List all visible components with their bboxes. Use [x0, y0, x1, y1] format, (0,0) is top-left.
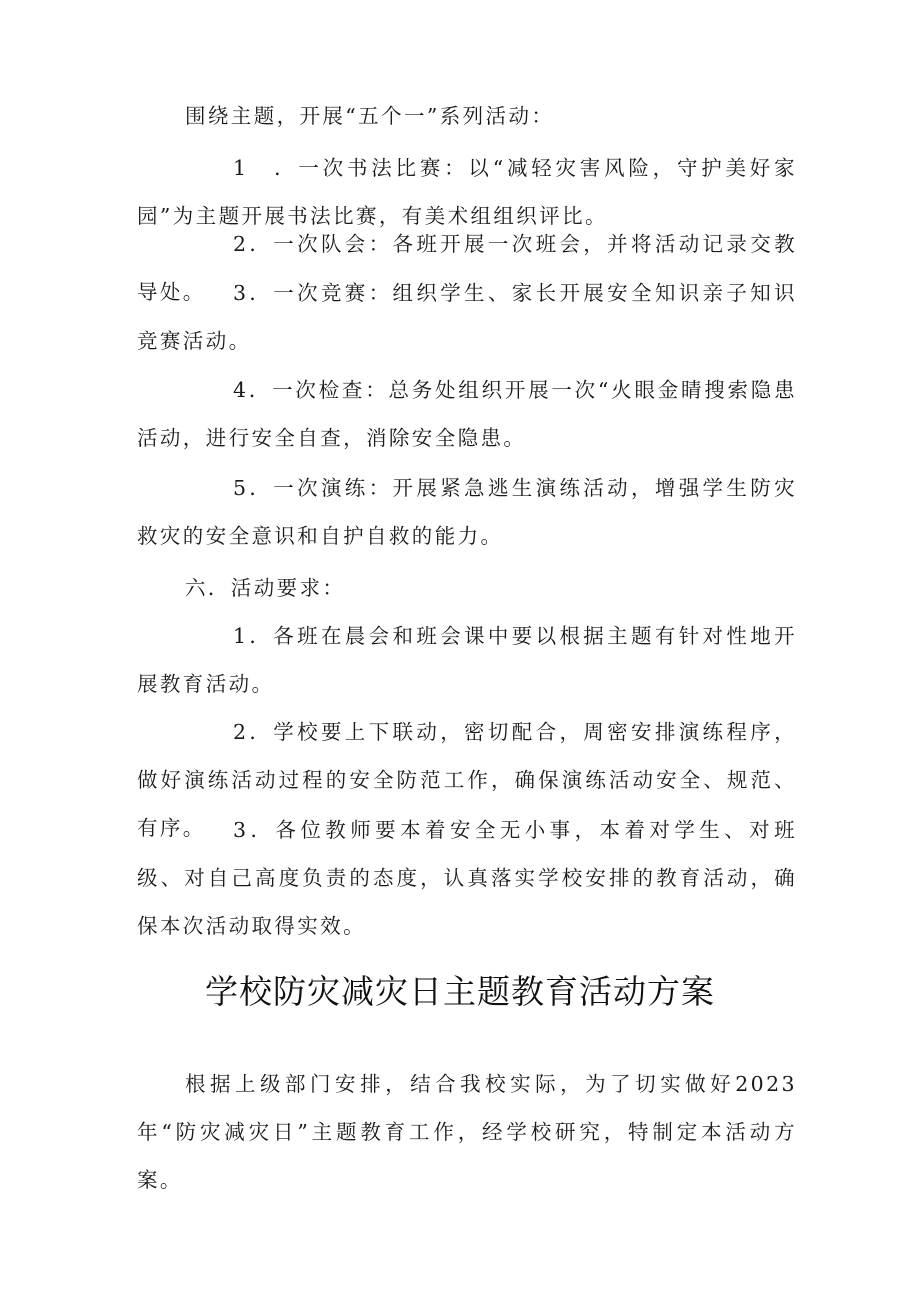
- requirement-item-3: [137, 806, 797, 950]
- activity-text: ．一次检查：总务处组织开展一次“火眼金睛搜索隐患活动，进行安全自查，消除安全隐患。: [137, 378, 797, 450]
- activity-number: 3: [233, 281, 249, 305]
- activity-number: 5: [233, 476, 249, 500]
- document-title: 学校防灾减灾日主题教育活动方案: [205, 972, 715, 1011]
- requirement-number: 3: [233, 818, 249, 842]
- activity-number: 4: [233, 378, 249, 402]
- activity-text: ．一次队会：各班开展一次班会，并将活动记录交教导处。: [137, 232, 797, 304]
- requirement-number: 2: [233, 720, 249, 744]
- activity-text: ．一次竞赛：组织学生、家长开展安全知识亲子知识竞赛活动。: [137, 281, 797, 353]
- intro-paragraph: 围绕主题，开展“五个一”系列活动：: [185, 104, 555, 128]
- activity-item-3: [137, 269, 797, 365]
- requirement-text: ．学校要上下联动，密切配合，周密安排演练程序，做好演练活动过程的安全防范工作，确保演练活动安全、规范、有序。: [137, 720, 797, 840]
- requirement-number: 1: [233, 624, 249, 648]
- requirement-text: ．各位教师要本着安全无小事，本着对学生、对班级、对自己高度负责的态度，认真落实学校安排的教育活动，确保本次活动取得实效。: [137, 818, 797, 938]
- section-6-heading: 六．活动要求：: [185, 576, 346, 600]
- closing-paragraph: 根据上级部门安排，结合我校实际，为了切实做好2023年“防灾减灾日”主题教育工作，经学校研究，特制定本活动方案。: [137, 1072, 797, 1192]
- activity-item-4: [137, 366, 797, 462]
- activity-number: 1: [233, 156, 249, 180]
- activity-text: ．一次书法比赛：以“减轻灾害风险，守护美好家园”为主题开展书法比赛，有美术组组织评比。: [137, 156, 797, 228]
- activity-text: ．一次演练：开展紧急逃生演练活动，增强学生防灾救灾的安全意识和自护自救的能力。: [137, 476, 797, 548]
- requirement-text: ．各班在晨会和班会课中要以根据主题有针对性地开展教育活动。: [137, 624, 797, 696]
- activity-number: 2: [233, 232, 249, 256]
- requirement-item-1: [137, 612, 797, 708]
- activity-item-5: [137, 464, 797, 560]
